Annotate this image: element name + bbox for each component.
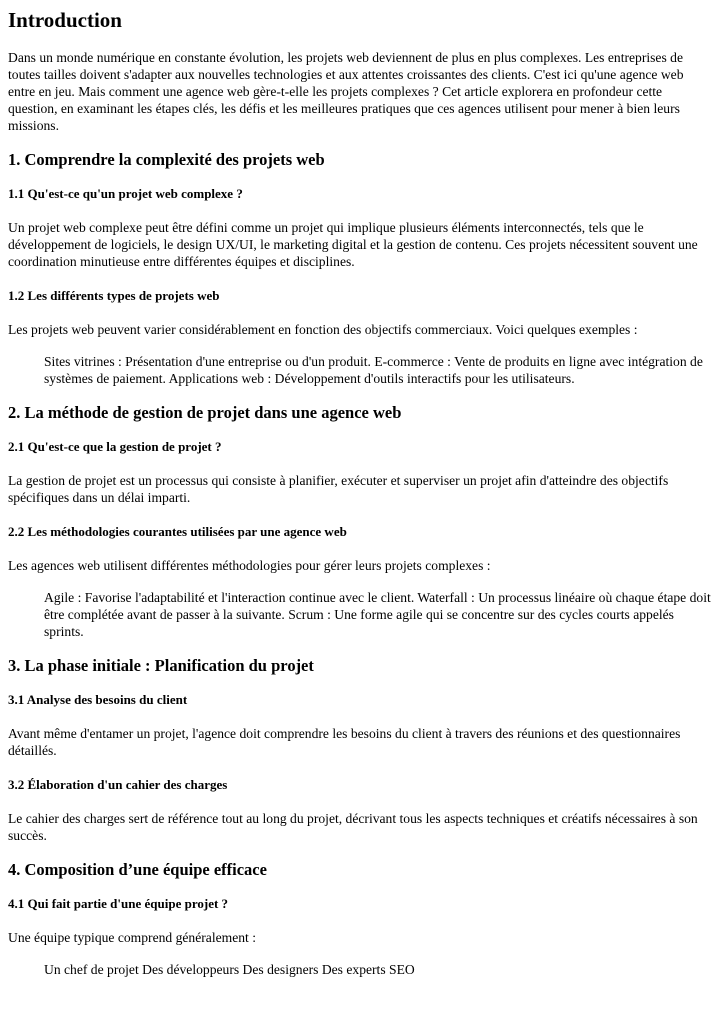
section-4-1-paragraph: Une équipe typique comprend généralement : <box>8 930 256 945</box>
section-3-heading: 3. La phase initiale : Planification du projet <box>8 656 314 675</box>
section-1-2-quote: Sites vitrines : Présentation d'une entreprise ou d'un produit. E-commerce : Vente de produits en ligne avec intégration de systèmes de paiement. Applications web : Développement d'outils interactifs pour les utilisateurs. <box>44 354 703 386</box>
section-1-heading: 1. Comprendre la complexité des projets web <box>8 150 325 169</box>
section-2-2-heading: 2.2 Les méthodologies courantes utilisées par une agence web <box>8 524 347 539</box>
intro-heading: Introduction <box>8 8 122 32</box>
section-3-1-paragraph: Avant même d'entamer un projet, l'agence doit comprendre les besoins du client à travers des réunions et des questionnaires détaillés. <box>8 726 681 758</box>
intro-paragraph: Dans un monde numérique en constante évolution, les projets web deviennent de plus en plus complexes. Les entreprises de toutes tailles doivent s'adapter aux nouvelles technologies et aux attentes croissantes des clients. C'est ici qu'une agence web entre en jeu. Mais comment une agence web gère-t-elle les projets complexes ? Cet article explorera en profondeur cette question, en examinant les étapes clés, les défis et les meilleures pratiques que ces agences utilisent pour mener à bien leurs missions. <box>8 50 684 133</box>
section-1-2-paragraph: Les projets web peuvent varier considérablement en fonction des objectifs commerciaux. Voici quelques exemples : <box>8 322 638 337</box>
section-4-1-heading: 4.1 Qui fait partie d'une équipe projet ? <box>8 896 229 911</box>
section-3-1-heading: 3.1 Analyse des besoins du client <box>8 692 188 707</box>
section-1-1-paragraph: Un projet web complexe peut être défini comme un projet qui implique plusieurs éléments interconnectés, tels que le développement de logiciels, le design UX/UI, le marketing digital et la gestion de contenu. Ces projets nécessitent souvent une coordination minutieuse entre différentes équipes et disciplines. <box>8 220 698 269</box>
article <box>0 7 720 978</box>
section-3-2-paragraph: Le cahier des charges sert de référence tout au long du projet, décrivant tous les aspects techniques et créatifs nécessaires à son succès. <box>8 811 698 843</box>
section-2-2-paragraph: Les agences web utilisent différentes méthodologies pour gérer leurs projets complexes : <box>8 558 491 573</box>
section-1-1-heading: 1.1 Qu'est-ce qu'un projet web complexe ? <box>8 186 243 201</box>
section-1-2-heading: 1.2 Les différents types de projets web <box>8 288 220 303</box>
section-3-2-heading: 3.2 Élaboration d'un cahier des charges <box>8 777 228 792</box>
section-2-2-quote: Agile : Favorise l'adaptabilité et l'interaction continue avec le client. Waterfall : Un processus linéaire où chaque étape doit être complétée avant de passer à la suivante. Scrum : Une forme agile qui se concentre sur des cycles courts appelés sprints. <box>44 590 711 639</box>
section-2-heading: 2. La méthode de gestion de projet dans une agence web <box>8 403 402 422</box>
section-4-1-quote: Un chef de projet Des développeurs Des designers Des experts SEO <box>44 962 415 977</box>
section-2-1-heading: 2.1 Qu'est-ce que la gestion de projet ? <box>8 439 222 454</box>
section-4-heading: 4. Composition d’une équipe efficace <box>8 860 267 879</box>
section-2-1-paragraph: La gestion de projet est un processus qui consiste à planifier, exécuter et superviser un projet afin d'atteindre des objectifs spécifiques dans un délai imparti. <box>8 473 669 505</box>
